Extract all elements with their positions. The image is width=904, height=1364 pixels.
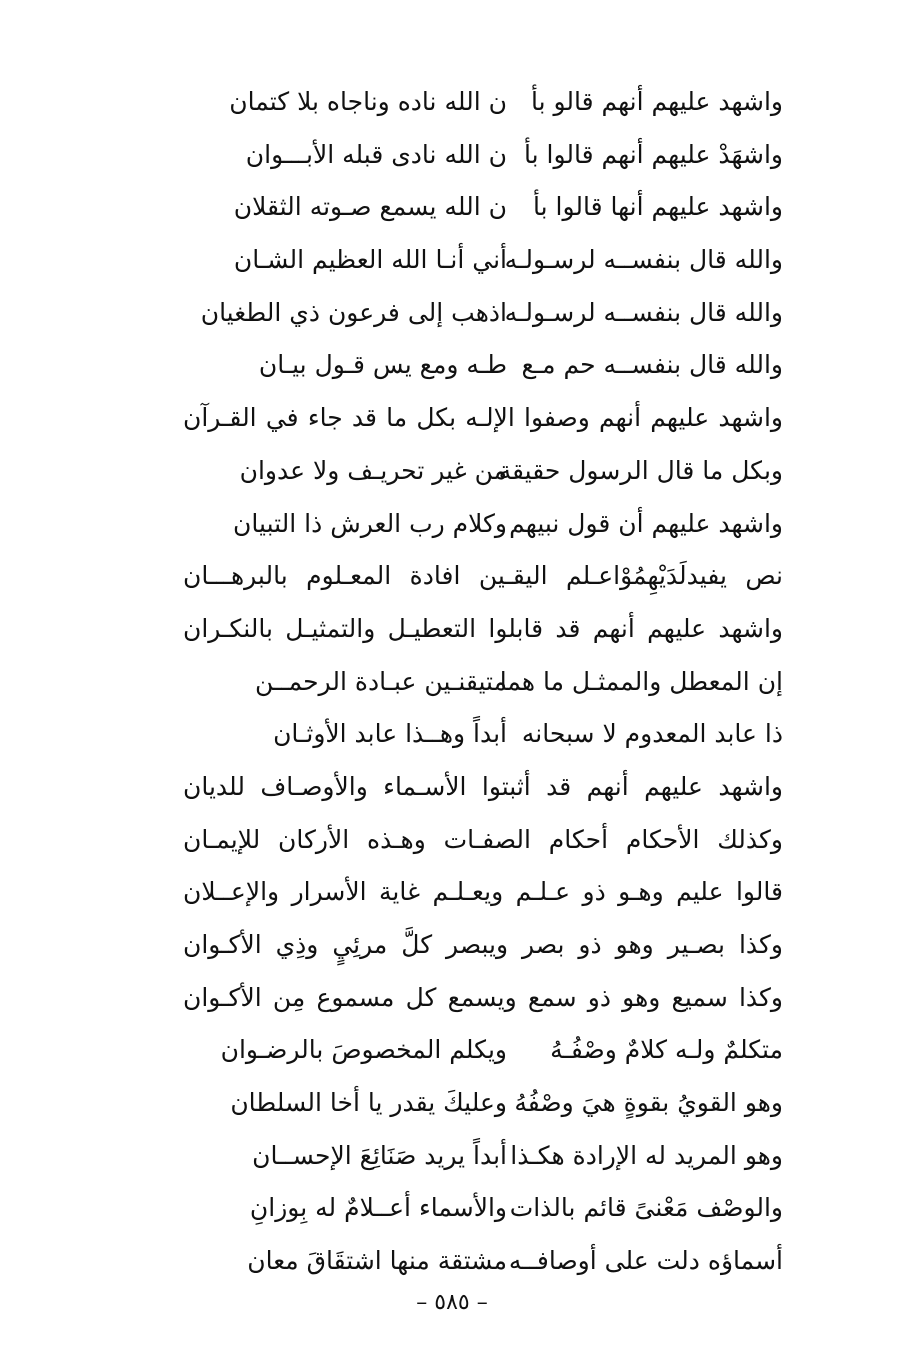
verse-first-hemistich: والله قال بنفســه لرسـولـه [504,297,783,327]
verse-first-hemistich: والله قال بنفســه لرسـولـه [504,245,783,275]
verse-first-hemistich: والله قال بنفســه حم مـع [521,350,783,380]
verse-line [183,919,783,972]
verse-first-hemistich: ذا عابد المعدوم لا سبحانه [521,719,783,749]
verse-line [183,1024,783,1077]
verse-line [183,76,783,129]
verse-second-hemistich: متيقنـين عبـادة الرحمــن [254,666,507,696]
verse-first-hemistich: واشهَدْ عليهم أنهم قالوا بأ [524,139,783,169]
verse-second-hemistich: أبداً يريد صَنَائِعَ الإحســان [252,1140,507,1170]
verse-line [183,550,783,603]
verse-full-line: وكذلك الأحكام أحكام الصفـات وهـذه الأركان للإيمـان [183,824,783,854]
verse-full-line: واشهد عليهم أنهم قد قابلوا التعطيـل والتمثيـل بالنكـران [183,613,783,643]
verse-first-hemistich: واشهد عليهم أنها قالوا بأ [533,192,783,222]
verse-second-hemistich: أني أنـا الله العظيم الشـان [233,245,507,275]
verse-second-hemistich: من غير تحريـف ولا عدوان [239,455,507,485]
page-number: – ٥٨٥ – [416,1290,488,1315]
verse-line [183,1130,783,1183]
verse-second-hemistich: وكلام رب العرش ذا التبيان [233,508,507,538]
verse-line [183,708,783,761]
verse-line [183,1182,783,1235]
verse-second-hemistich: طـه ومع يس قـول بيـان [258,350,507,380]
verse-full-line: وكذا بصـير وهو ذو بصر ويبصر كلَّ مرئِيٍ وذِي الأكـوان [183,930,783,959]
verse-second-hemistich: ن الله يسمع صـوته الثقلان [233,192,507,222]
verse-first-hemistich: والوصْف مَعْنىً قائم بالذات [509,1193,783,1223]
verse-second-hemistich: مشتقة منها اشتقَاقَ معان [247,1246,507,1276]
verse-line [183,129,783,182]
verse-line [183,603,783,656]
verse-second-hemistich: ن الله نادى قبله الأبـــوان [245,139,507,169]
verse-second-hemistich: وعليكَ يقدر يا أخا السلطان [230,1088,507,1118]
verse-line [183,814,783,867]
verse-second-hemistich: ويكلم المخصوصَ بالرضـوان [220,1035,507,1065]
verse-full-line: وكذا سميع وهو ذو سمع ويسمع كل مسموع مِن الأكـوان [183,982,783,1012]
verse-full-line: نص يفيدلَدَيْهِمُوْاعـلم اليقـين افادة المعـلوم بالبرهـــان [183,561,783,591]
verse-first-hemistich: وبكل ما قال الرسول حقيقة [498,455,783,485]
verse-first-hemistich: متكلمٌ ولـه كلامٌ وصْفُـهُ [550,1035,783,1065]
verse-line [183,234,783,287]
verse-line [183,181,783,234]
verse-line [183,1077,783,1130]
verse-line [183,972,783,1025]
verse-full-line: واشهد عليهم أنهم قد أثبتوا الأسـماء والأوصـاف للديان [183,771,783,801]
verse-second-hemistich: والأسماء أعــلامٌ له بِوزانِ [249,1193,507,1223]
verse-first-hemistich: أسماؤه دلت على أوصافــه [508,1246,783,1276]
verse-first-hemistich: وهو القويُ بقوةٍ هيَ وصْفُهُ [514,1088,783,1118]
verse-first-hemistich: وهو المريد له الإرادة هكـذا [510,1140,783,1170]
verse-line [183,498,783,551]
verse-first-hemistich: واشهد عليهم أنهم قالو بأ [530,87,783,116]
verse-line [183,761,783,814]
poem-body [183,76,783,1288]
verse-full-line: واشهد عليهم أنهم وصفوا الإلـه بكل ما قد جاء في القـرآن [183,403,783,433]
verse-line [183,287,783,340]
verse-line [183,866,783,919]
verse-line [183,445,783,498]
verse-second-hemistich: اذهب إلى فرعون ذي الطغيان [200,297,507,327]
verse-first-hemistich: إن المعطل والممثـل ما هما [499,666,783,696]
verse-full-line: قالوا عليم وهـو ذو عـلـم ويعـلـم غاية الأسرار والإعــلان [183,877,783,907]
verse-line [183,1235,783,1288]
verse-line [183,392,783,445]
verse-second-hemistich: ن الله ناده وناجاه بلا كتمان [229,87,507,116]
verse-line [183,339,783,392]
verse-line [183,656,783,709]
verse-second-hemistich: أبداً وهــذا عابد الأوثـان [273,719,507,749]
verse-first-hemistich: واشهد عليهم أن قول نبيهم [509,508,783,538]
